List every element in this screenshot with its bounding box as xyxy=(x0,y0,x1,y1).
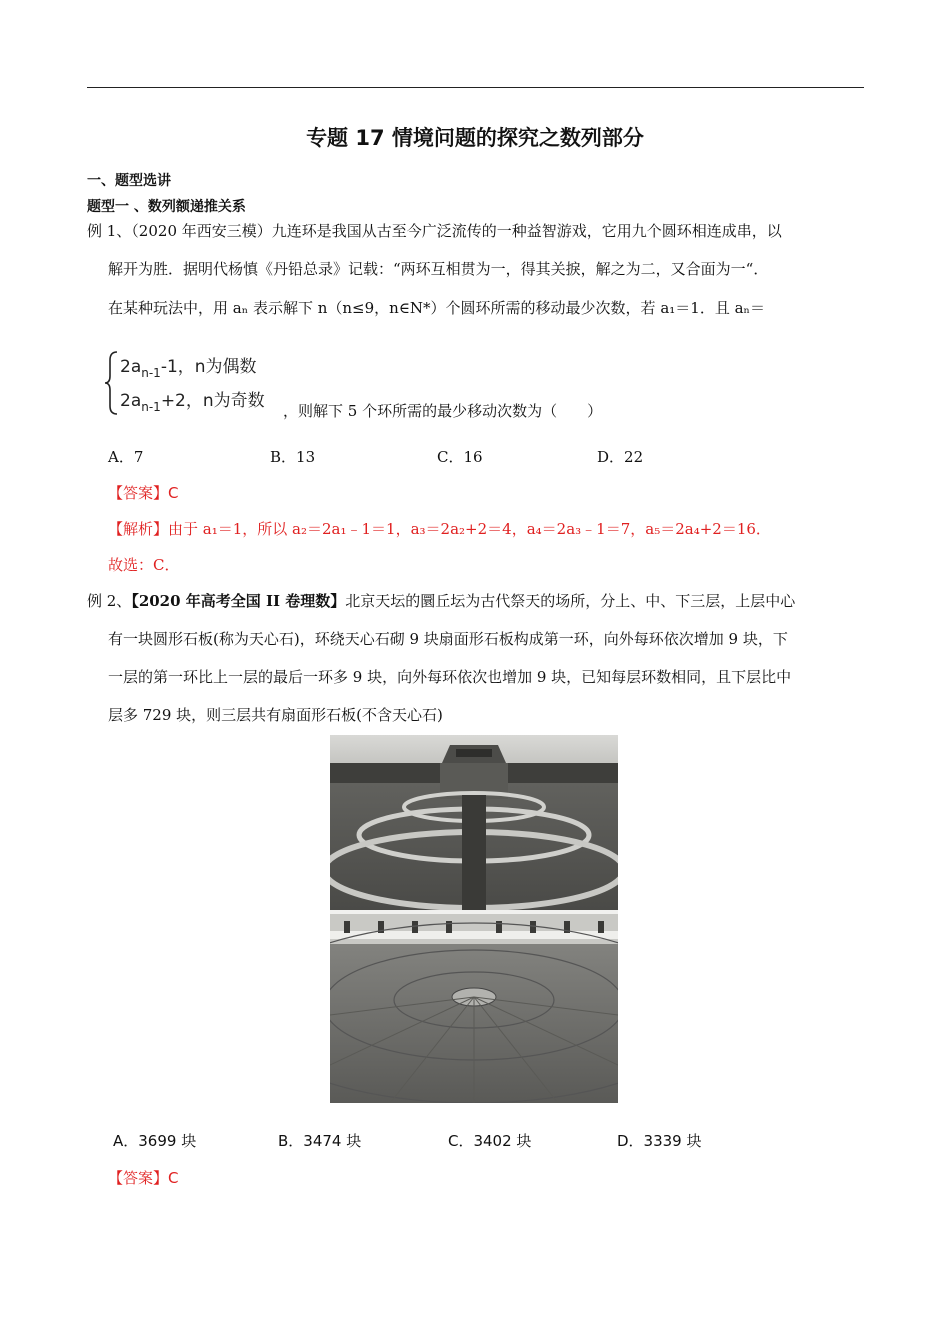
header-rule xyxy=(87,87,864,88)
ex2-line1: 例 2、【2020 年高考全国 II 卷理数】北京天坛的圜丘坛为古代祭天的场所，分上、中、下三层，上层中心 xyxy=(87,592,796,610)
ex1-option-b: B．13 xyxy=(270,448,316,466)
ex2-option-c: C．3402 块 xyxy=(448,1132,532,1150)
formula-case-even: $2a_{n-1}-1$，n为偶数 xyxy=(120,357,257,380)
ex1-conclusion: 故选：C． xyxy=(108,556,180,574)
ex2-line2: 有一块圆形石板(称为天心石)，环绕天心石砌 9 块扇面形石板构成第一环，向外每环依次增加 9 块，下 xyxy=(108,630,788,648)
ex1-line1: 例 1、（2020 年西安三模）九连环是我国从古至今广泛流传的一种益智游戏，它用九个圆环相连成串，以 xyxy=(87,222,782,240)
ex1-option-a: A．7 xyxy=(108,448,144,466)
ex1-option-d: D．22 xyxy=(597,448,644,466)
ex1-analysis: 【解析】由于 a₁＝1，所以 a₂＝2a₁﹣1＝1，a₃＝2a₂+2＝4，a₄＝2a₃﹣1＝7，a₅＝2a₄+2＝16． xyxy=(108,520,771,538)
ex2-option-b: B．3474 块 xyxy=(278,1132,362,1150)
section-heading: 一、题型选讲 xyxy=(87,173,171,189)
subsection-heading: 题型一 、数列额递推关系 xyxy=(87,199,246,215)
formula-case-odd: $2a_{n-1}+2$，n为奇数 xyxy=(120,391,265,414)
ex1-line3: 在某种玩法中，用 aₙ 表示解下 n（n≤9，n∈N*）个圆环所需的移动最少次数，若 a₁＝1．且 aₙ＝ xyxy=(108,299,766,317)
ex2-option-d: D．3339 块 xyxy=(617,1132,702,1150)
ex2-answer: 【答案】C xyxy=(108,1169,179,1187)
ex1-answer: 【答案】C xyxy=(108,484,179,502)
ex2-option-a: A．3699 块 xyxy=(113,1132,197,1150)
ex1-line2: 解开为胜．据明代杨慎《丹铅总录》记载：“两环互相贯为一，得其关捩，解之为二，又合面为一“． xyxy=(108,260,769,278)
ex2-line4: 层多 729 块，则三层共有扇面形石板(不含天心石) xyxy=(108,706,443,724)
ex1-question-tail: ，则解下 5 个环所需的最少移动次数为（ ） xyxy=(283,402,603,420)
altar-photo xyxy=(330,735,618,1103)
ex2-line3: 一层的第一环比上一层的最后一环多 9 块，向外每环依次也增加 9 块，已知每层环数相同，且下层比中 xyxy=(108,668,792,686)
page-title: 专题 17 情境问题的探究之数列部分 xyxy=(306,126,644,150)
ex1-option-c: C．16 xyxy=(437,448,483,466)
left-brace-icon xyxy=(104,350,120,416)
piecewise-formula xyxy=(104,350,294,416)
